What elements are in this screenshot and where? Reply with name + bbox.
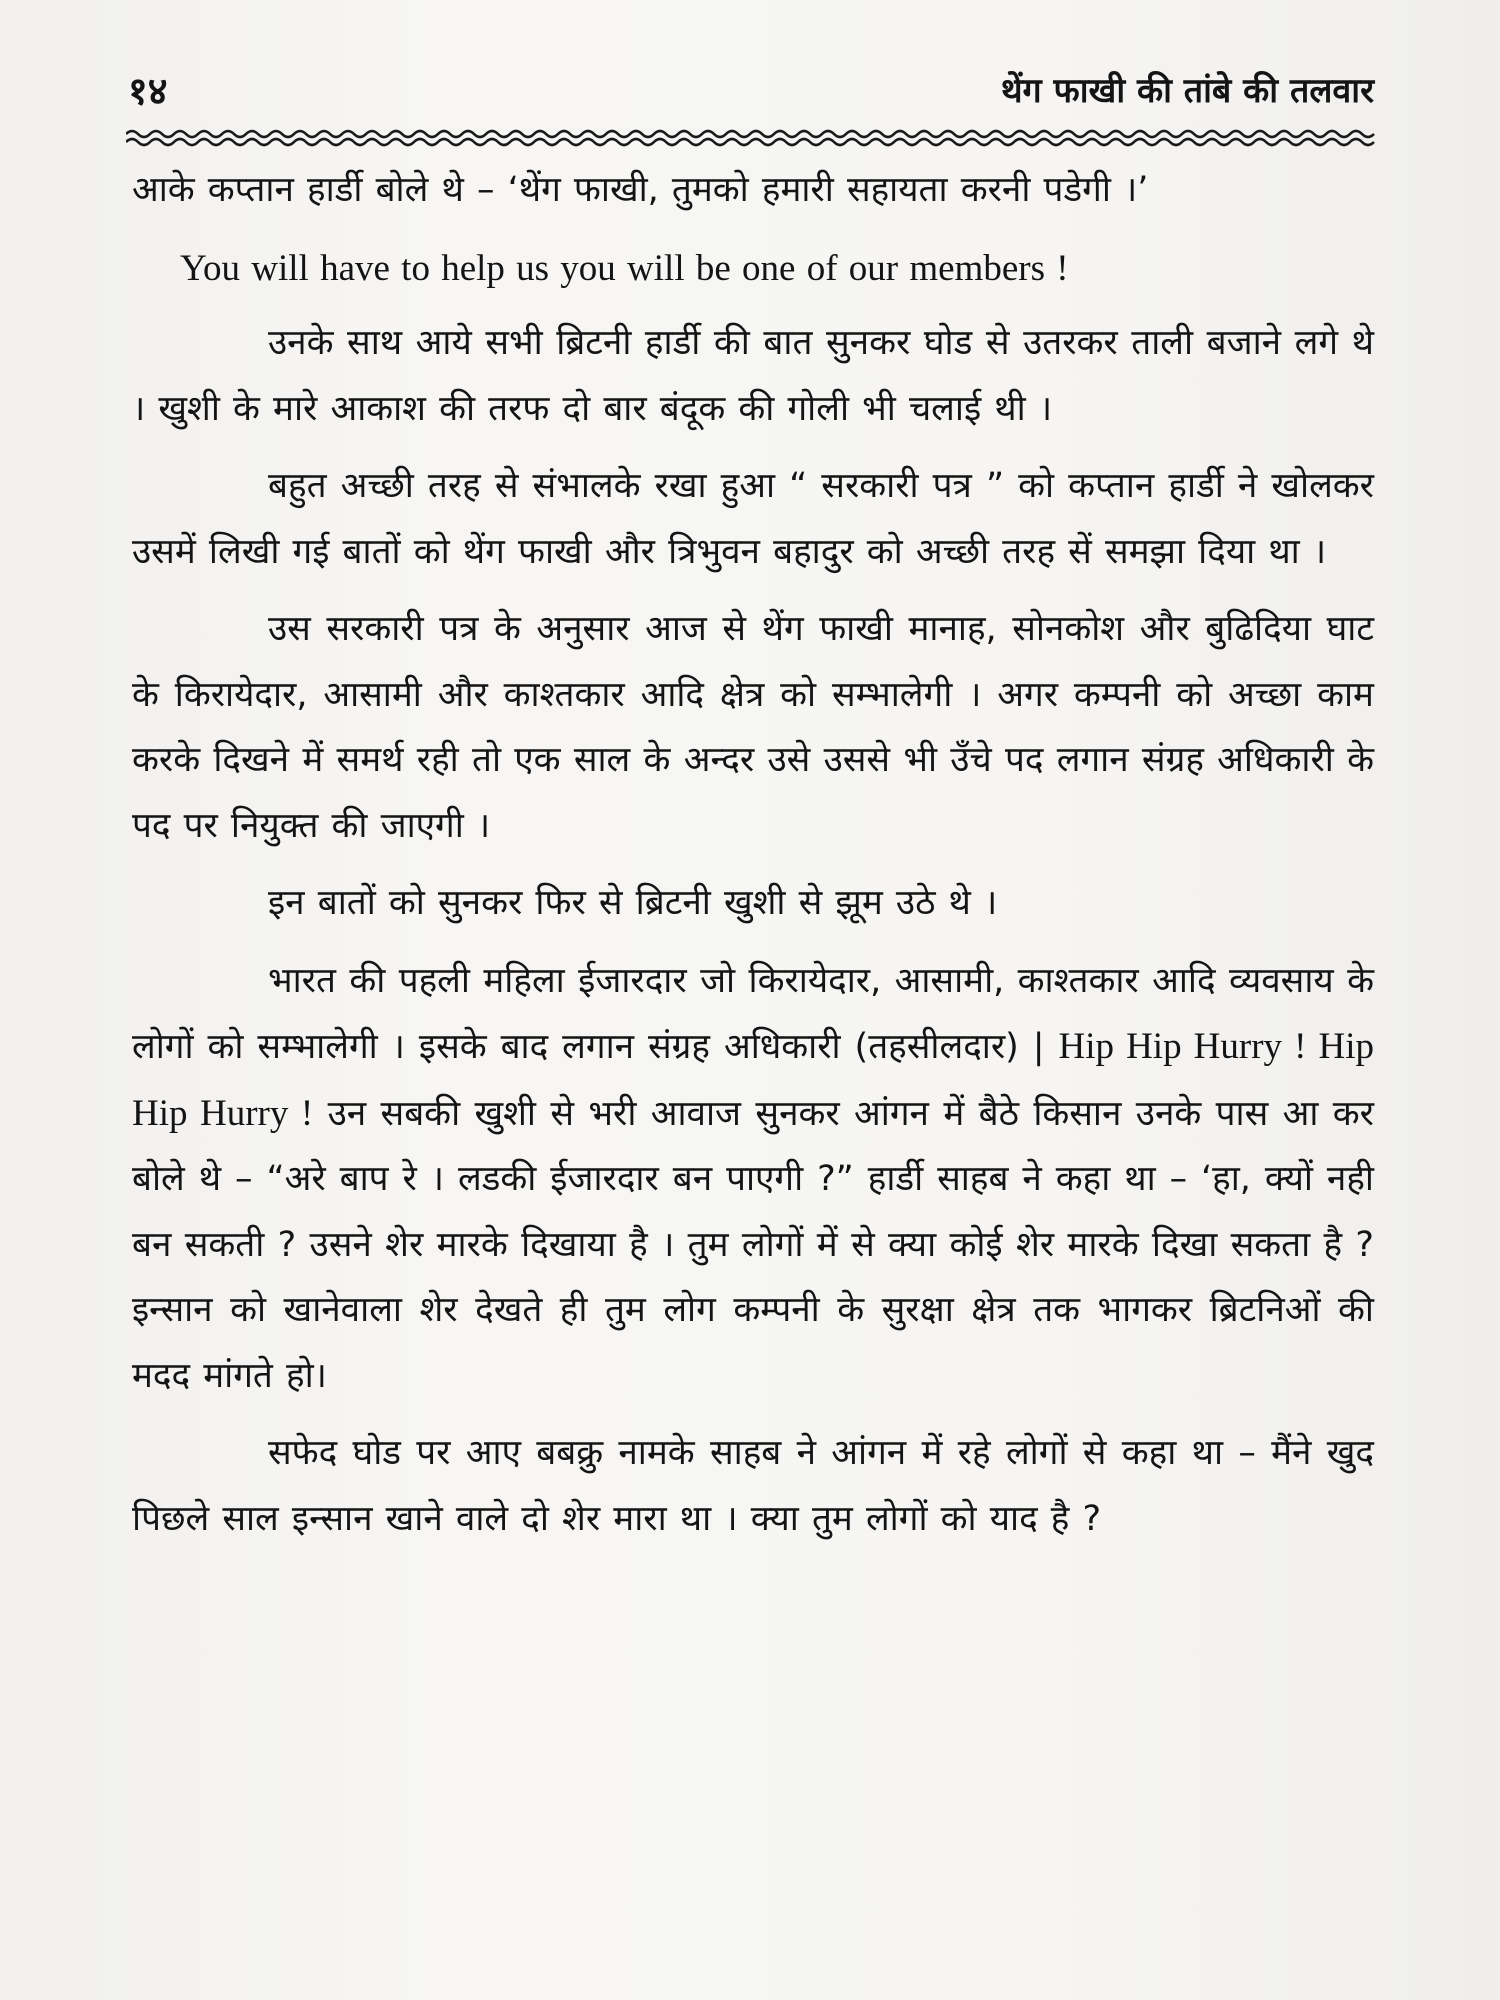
page-number: १४ bbox=[128, 69, 168, 113]
running-title: थेंग फाखी की तांबे की तलवार bbox=[1000, 71, 1374, 111]
paragraph-7-part-b: उन सबकी खुशी से भरी आवाज सुनकर आंगन में बैठे किसान उनके पास आ कर बोले थे – “अरे बाप रे । लडकी ईजारदार बन पाएगी ?” हार्डी साहब ने कहा था – ‘हा, क्यों नही बन सकती ? उसने शेर मारके दिखाया है । तुम लोगों में से क्या कोई शेर मारके दिखा सकता है ? इन्सान को खानेवाला शेर देखते ही तुम लोग कम्पनी के सुरक्षा क्षेत्र तक भागकर ब्रिटनिओं की मदद मांगते हो। bbox=[132, 1093, 1374, 1396]
paragraph-7-part-a: भारत की पहली महिला ईजारदार जो किरायेदार, आसामी, काश्तकार आदि व्यवसाय के लोगों को सम्भालेगी । इसके बाद लगान संग्रह अधिकारी (तहसीलदार) | bbox=[132, 960, 1374, 1067]
paragraph-5: उस सरकारी पत्र के अनुसार आज से थेंग फाखी मानाह, सोनकोश और बुढिदिया घाट के किरायेदार, आसामी और काश्तकार आदि क्षेत्र को सम्भालेगी । अगर कम्पनी को अच्छा काम करके दिखने में समर्थ रही तो एक साल के अन्दर उसे उससे भी उँचे पद लगान संग्रह अधिकारी के पद पर नियुक्त की जाएगी । bbox=[132, 609, 1374, 846]
paragraph-7 bbox=[132, 949, 1374, 1410]
wavy-divider-rule bbox=[126, 126, 1376, 152]
paragraph-3: उनके साथ आये सभी ब्रिटनी हार्डी की बात सुनकर घोड से उतरकर ताली बजाने लगे थे । खुशी के मारे आकाश की तरफ दो बार बंदूक की गोली भी चलाई थी । bbox=[132, 323, 1374, 429]
paragraph-6: इन बातों को सुनकर फिर से ब्रिटनी खुशी से झूम उठे थे । bbox=[268, 883, 998, 923]
page-body bbox=[132, 158, 1374, 1564]
paragraph-7-cheer: Hip Hip Hurry ! Hip Hip Hurry ! bbox=[132, 1026, 1374, 1134]
paragraph-8: सफेद घोड पर आए बबक्रु नामके साहब ने आंगन में रहे लोगों से कहा था – मैंने खुद पिछले साल इन्सान खाने वाले दो शेर मारा था । क्या तुम लोगों को याद है ? bbox=[132, 1433, 1374, 1539]
paragraph-4: बहुत अच्छी तरह से संभालके रखा हुआ “ सरकारी पत्र ” को कप्तान हार्डी ने खोलकर उसमें लिखी गई बातों को थेंग फाखी और त्रिभुवन बहादुर को अच्छी तरह सें समझा दिया था । bbox=[132, 466, 1374, 572]
paragraph-1: आके कप्तान हार्डी बोले थे – ‘थेंग फाखी, तुमको हमारी सहायता करनी पडेगी ।’ bbox=[132, 170, 1149, 210]
paragraph-english-quote: You will have to help us you will be one of our members ! bbox=[180, 247, 1069, 289]
page-header bbox=[128, 62, 1374, 122]
